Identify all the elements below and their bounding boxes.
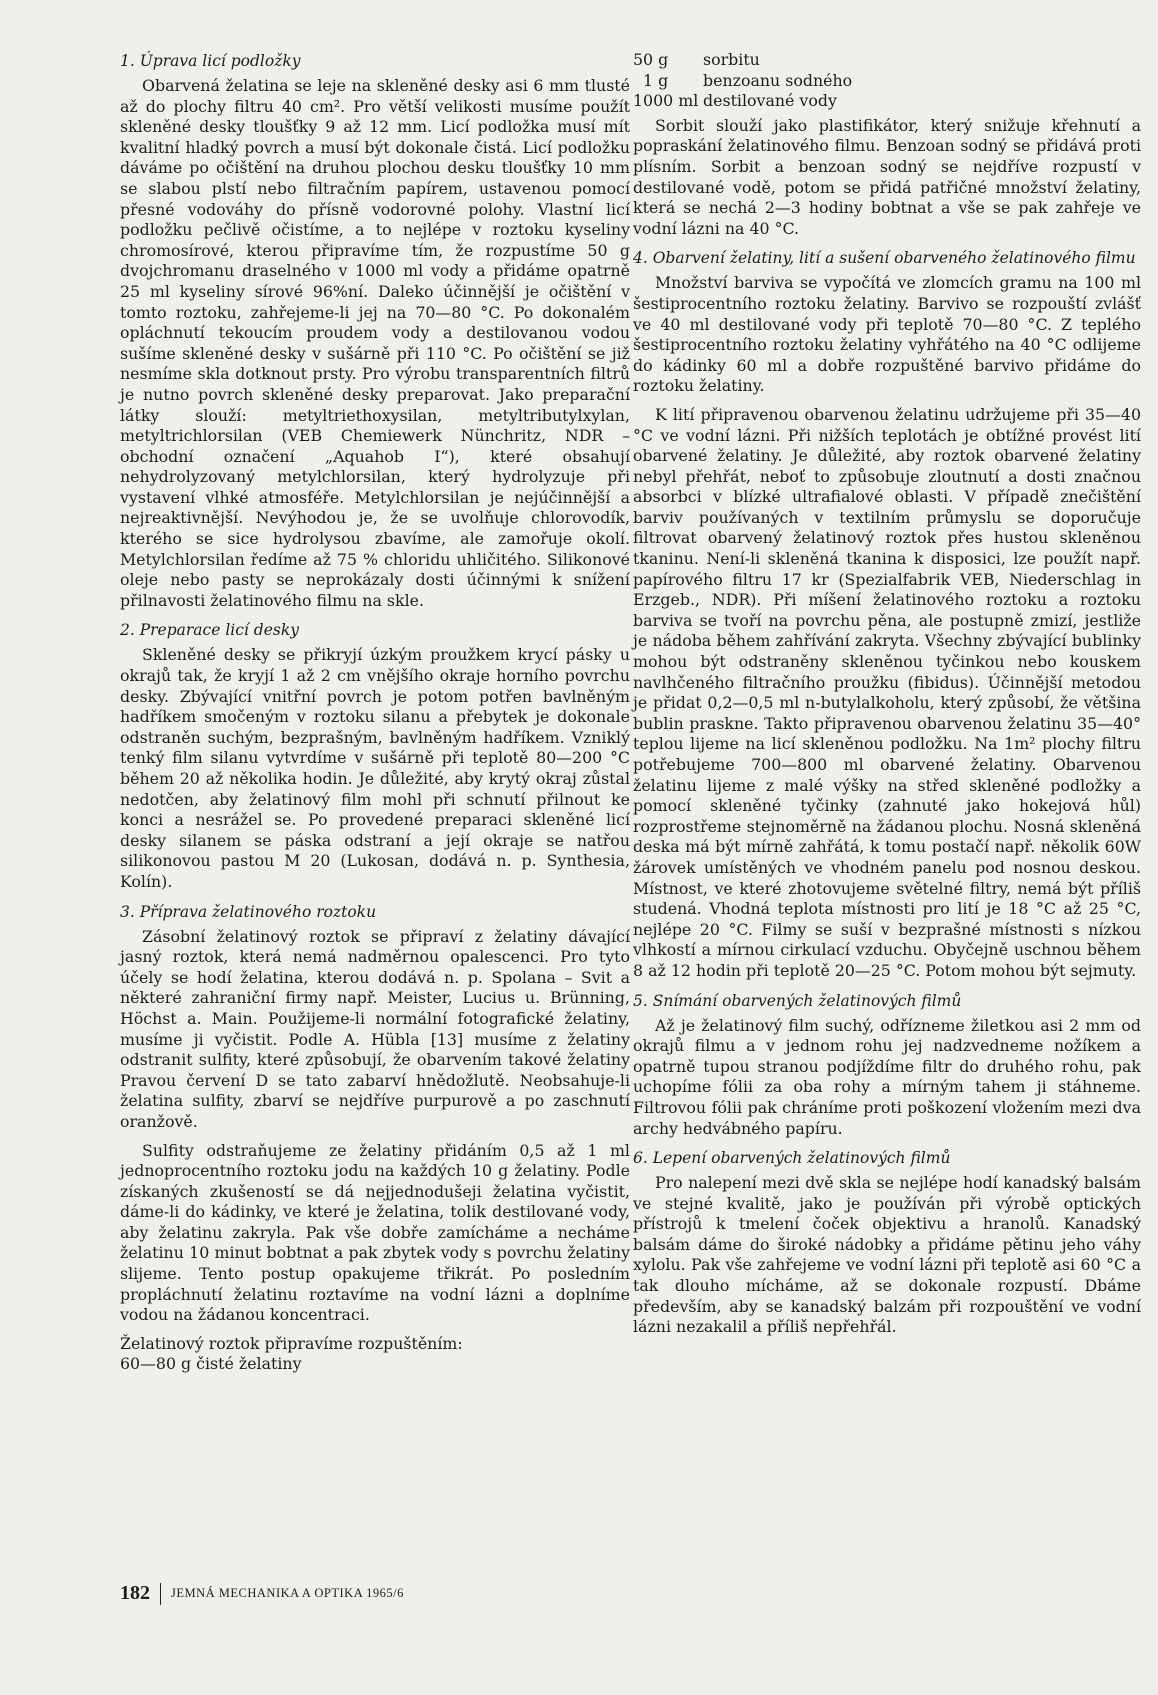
- right-column: [633, 50, 1141, 1346]
- paragraph: Pro nalepení mezi dvě skla se nejlépe hodí kanadský balsám ve stejné kvalitě, jako je používán při výrobě optických přístrojů k tmelení čoček objektivu a hranolů. Kanadský balsám dáme do široké nádobky a přidáme pětinu jeho váhy xylolu. Pak vše zahřejeme ve vodní lázni při teplotě asi 60 °C a tak dlouho mícháme, až se dokonale rozpustí. Dbáme především, aby se kanadský balzám při rozpouštění ve vodní lázni nezakalil a příliš nepřehřál.: [633, 1173, 1141, 1337]
- page-number: 182: [120, 1582, 150, 1604]
- recipe-item: sorbitu: [703, 50, 760, 69]
- paragraph: Obarvená želatina se leje na skleněné desky asi 6 mm tlusté až do plochy filtru 40 cm². Pro větší velikosti musíme použít skleněné desky tloušťky 9 až 12 mm. Licí podložka musí mít kvalitní hladký povrch a musí být dokonale čistá. Licí podložku dáváme po očištění na druhou plochou desku tloušťky 10 mm se slabou plstí nebo filtračním papírem, ustavenou pomocí přesné vodováhy do přísně vodorovné polohy. Vlastní licí podložku pečlivě očistíme, a to nejlépe v roztoku kyseliny chromosírové, kterou připravíme tím, že rozpustíme 50 g dvojchromanu draselného v 1000 ml vody a přidáme opatrně 25 ml kyseliny sírové 96%ní. Daleko účinnější je očištění v tomto roztoku, zahřejeme-li jej na 70—80 °C. Po dokonalém opláchnutí tekoucím proudem vody a destilovanou vodou sušíme skleněné desky v sušárně při 110 °C. Po očištění se již nesmíme skla dotknout prsty. Pro výrobu transparentních filtrů je nutno povrch skleněné desky preparovat. Jako preparační látky slouží: metyltriethoxysilan, metyltributylxylan, metyltrichlorsilan (VEB Chemiewerk Nünchritz, NDR – obchodní označení „Aquahob I“), které obsahují nehydrolyzovaný metylchlorsilan, který hydrolyzuje při vystavení vlhké atmosféře. Metylchlorsilan je nejúčinnější a nejreaktivnější. Nevýhodou je, že se uvolňuje chlorovodík, kterého se sice hydrolysou zbavíme, ale zamořuje okolí. Metylchlorsilan ředíme až 75 % chloridu uhličitého. Silikonové oleje nebo pasty se neprokázaly dosti účinnými k snížení přilnavosti želatinového filmu na skle.: [120, 76, 630, 610]
- paragraph: Až je želatinový film suchý, odřízneme žiletkou asi 2 mm od okrajů filmu a v jednom rohu jej nadzvedneme nožíkem a opatrně tupou stranou podjíždíme filtr do druhého rohu, pak uchopíme fólii za oba rohy a mírným tahem ji stáhneme. Filtrovou fólii pak chráníme proti poškození vložením mezi dva archy hedvábného papíru.: [633, 1015, 1141, 1138]
- recipe-quantity: 50 g: [633, 50, 669, 69]
- recipe-row: [633, 50, 1141, 71]
- paragraph: Množství barviva se vypočítá ve zlomcích gramu na 100 ml šestiprocentního roztoku želatiny. Barvivo se rozpouští zvlášť ve 40 ml destilované vody při teplotě 70—80 °C. Z teplého šestiprocentního roztoku želatiny vyhřátého na 40 °C odlijeme do kádinky 60 ml a dobře rozpuštěné barvivo přidáme do roztoku želatiny.: [633, 273, 1141, 396]
- paragraph: Zásobní želatinový roztok se připraví z želatiny dávající jasný roztok, která nemá nadměrnou opalescenci. Pro tyto účely se hodí želatina, kterou dodává n. p. Spolana – Svit a některé zahraniční firmy např. Meister, Lucius u. Brünning, Höchst a. Main. Použijeme-li normální fotografické želatiny, musíme ji vyčistit. Podle A. Hübla [13] musíme z želatiny odstranit sulfity, které způsobují, že obarvením takové želatiny Pravou červení D se tato zabarví hnědožlutě. Neobsahuje-li želatina sulfity, zbarví se nejdříve purpurově a po zaschnutí oranžově.: [120, 926, 630, 1131]
- section-heading-1: 1. Úprava licí podložky: [120, 52, 301, 70]
- recipe-row: [633, 91, 1141, 112]
- paragraph: Sorbit slouží jako plastifikátor, který snižuje křehnutí a popraskání želatinového filmu. Benzoan sodný se přidává proti plísním. Sorbit a benzoan sodný se nejdříve rozpustí v destilované vodě, potom se přidá patřičné množství želatiny, která se nechá 2—3 hodiny bobtnat a vše se pak zahřeje ve vodní lázni na 40 °C.: [633, 115, 1141, 238]
- recipe-item: benzoanu sodného: [703, 70, 853, 90]
- section-heading-4: 4. Obarvení želatiny, lití a sušení obarveného želatinového filmu: [633, 249, 1136, 268]
- page-footer: [120, 1582, 404, 1605]
- paragraph: Želatinový roztok připravíme rozpuštěním:: [120, 1333, 463, 1353]
- paragraph: K lití připravenou obarvenou želatinu udržujeme při 35—40 °C ve vodní lázni. Při nižších teplotách je obtížné provést lití obarvené želatiny. Je důležité, aby roztok obarvené želatiny nebyl přehřát, neboť to způsobuje zloutnutí a dosti značnou absorbci v blízké ultrafialové oblasti. V případě znečištění barviv používaných v textilním průmyslu se doporučuje filtrovat obarvený želatinový roztok přes hustou skleněnou tkaninu. Není-li skleněná tkanina k disposici, lze použít např. papírového filtru 17 kr (Spezialfabrik VEB, Niederschlag in Erzgeb., NDR). Při míšení želatinového roztoku a roztoku barviva se tvoří na povrchu pěna, ale postupně zmizí, jestliže je nádoba během zahřívání zakryta. Všechny zbývající bublinky mohou být odstraněny skleněnou tyčinkou nebo kouskem navlhčeného filtračního proužku (fibidus). Účinnější metodou je přidat 0,2—0,5 ml n-butylalkoholu, který způsobí, že většina bublin praskne. Takto připravenou obarvenou želatinu 35—40° teplou lijeme na licí skleněnou podložku. Na 1m² plochy filtru potřebujeme 700—800 ml obarvené želatiny. Obarvenou želatinu lijeme z malé výšky na střed skleněné podložky a pomocí skleněné tyčinky (zahnuté jako hokejová hůl) rozprostřeme stejnoměrně na žádanou plochu. Nosná skleněná deska má být mírně zahřátá, k tomu postačí např. několik 60W žárovek umístěných ve vhodném panelu pod nosnou deskou. Místnost, ve které zhotovujeme světelné filtry, nemá být příliš studená. Vhodná teplota místnosti pro lití je 18 °C až 25 °C, nejlépe 20 °C. Filmy se suší v bezprašné místnosti s nízkou vlhkostí a mírnou cirkulací vzduchu. Obyčejně uschnou během 8 až 12 hodin při teplotě 20—25 °C. Potom mohou být sejmuty.: [633, 404, 1141, 980]
- left-column: [120, 50, 630, 1383]
- footer-divider: [160, 1583, 161, 1605]
- section-heading-3: 3. Příprava želatinového roztoku: [120, 902, 377, 921]
- journal-title: JEMNÁ MECHANIKA A OPTIKA 1965/6: [171, 1586, 404, 1600]
- section-heading-6: 6. Lepení obarvených želatinových filmů: [633, 1149, 951, 1168]
- recipe-item: destilované vody: [703, 91, 837, 111]
- paragraph: Sulfity odstraňujeme ze želatiny přidáním 0,5 až 1 ml jednoprocentního roztoku jodu na každých 10 g želatiny. Podle získaných zkušeností se dá nejjednodušeji želatina vyčistit, dáme-li do kádinky, ve které je želatina, tolik destilované vody, aby želatinu zakryla. Pak vše dobře zamícháme a necháme želatinu 10 minut bobtnat a pak zbytek vody s povrchu želatiny slijeme. Tento postup opakujeme třikrát. Po posledním propláchnutí želatinu roztavíme na vodní lázni a doplníme vodou na žádanou koncentraci.: [120, 1140, 630, 1325]
- recipe-quantity: 1 g: [643, 70, 669, 90]
- recipe-quantity: 1000 ml: [633, 91, 699, 111]
- recipe-row: [633, 71, 1141, 92]
- recipe-list: [633, 50, 1141, 112]
- paragraph: Skleněné desky se přikryjí úzkým proužkem krycí pásky u okrajů tak, že kryjí 1 až 2 cm vnějšího okraje horního povrchu desky. Zbývající vnitřní povrch je potom potřen bavlněným hadříkem smočeným v roztoku silanu a přebytek je dokonale odstraněn suchým, bezprašným, bavlněným hadříkem. Vzniklý tenký film silanu vytvrdíme v sušárně při teplotě 80—200 °C během 20 až několika hodin. Je důležité, aby krytý okraj zůstal nedotčen, aby želatinový film mohl při schnutí přilnout ke konci a nesrážel se. Po provedené preparaci skleněné licí desky silanem se páska odstraní a její okraje se natřou silikonovou pastou M 20 (Lukosan, dodává n. p. Synthesia, Kolín).: [120, 645, 630, 891]
- paragraph: 60—80 g čisté želatiny: [120, 1354, 302, 1374]
- section-heading-5: 5. Snímání obarvených želatinových filmů: [633, 991, 962, 1010]
- section-heading-2: 2. Preparace licí desky: [120, 621, 299, 640]
